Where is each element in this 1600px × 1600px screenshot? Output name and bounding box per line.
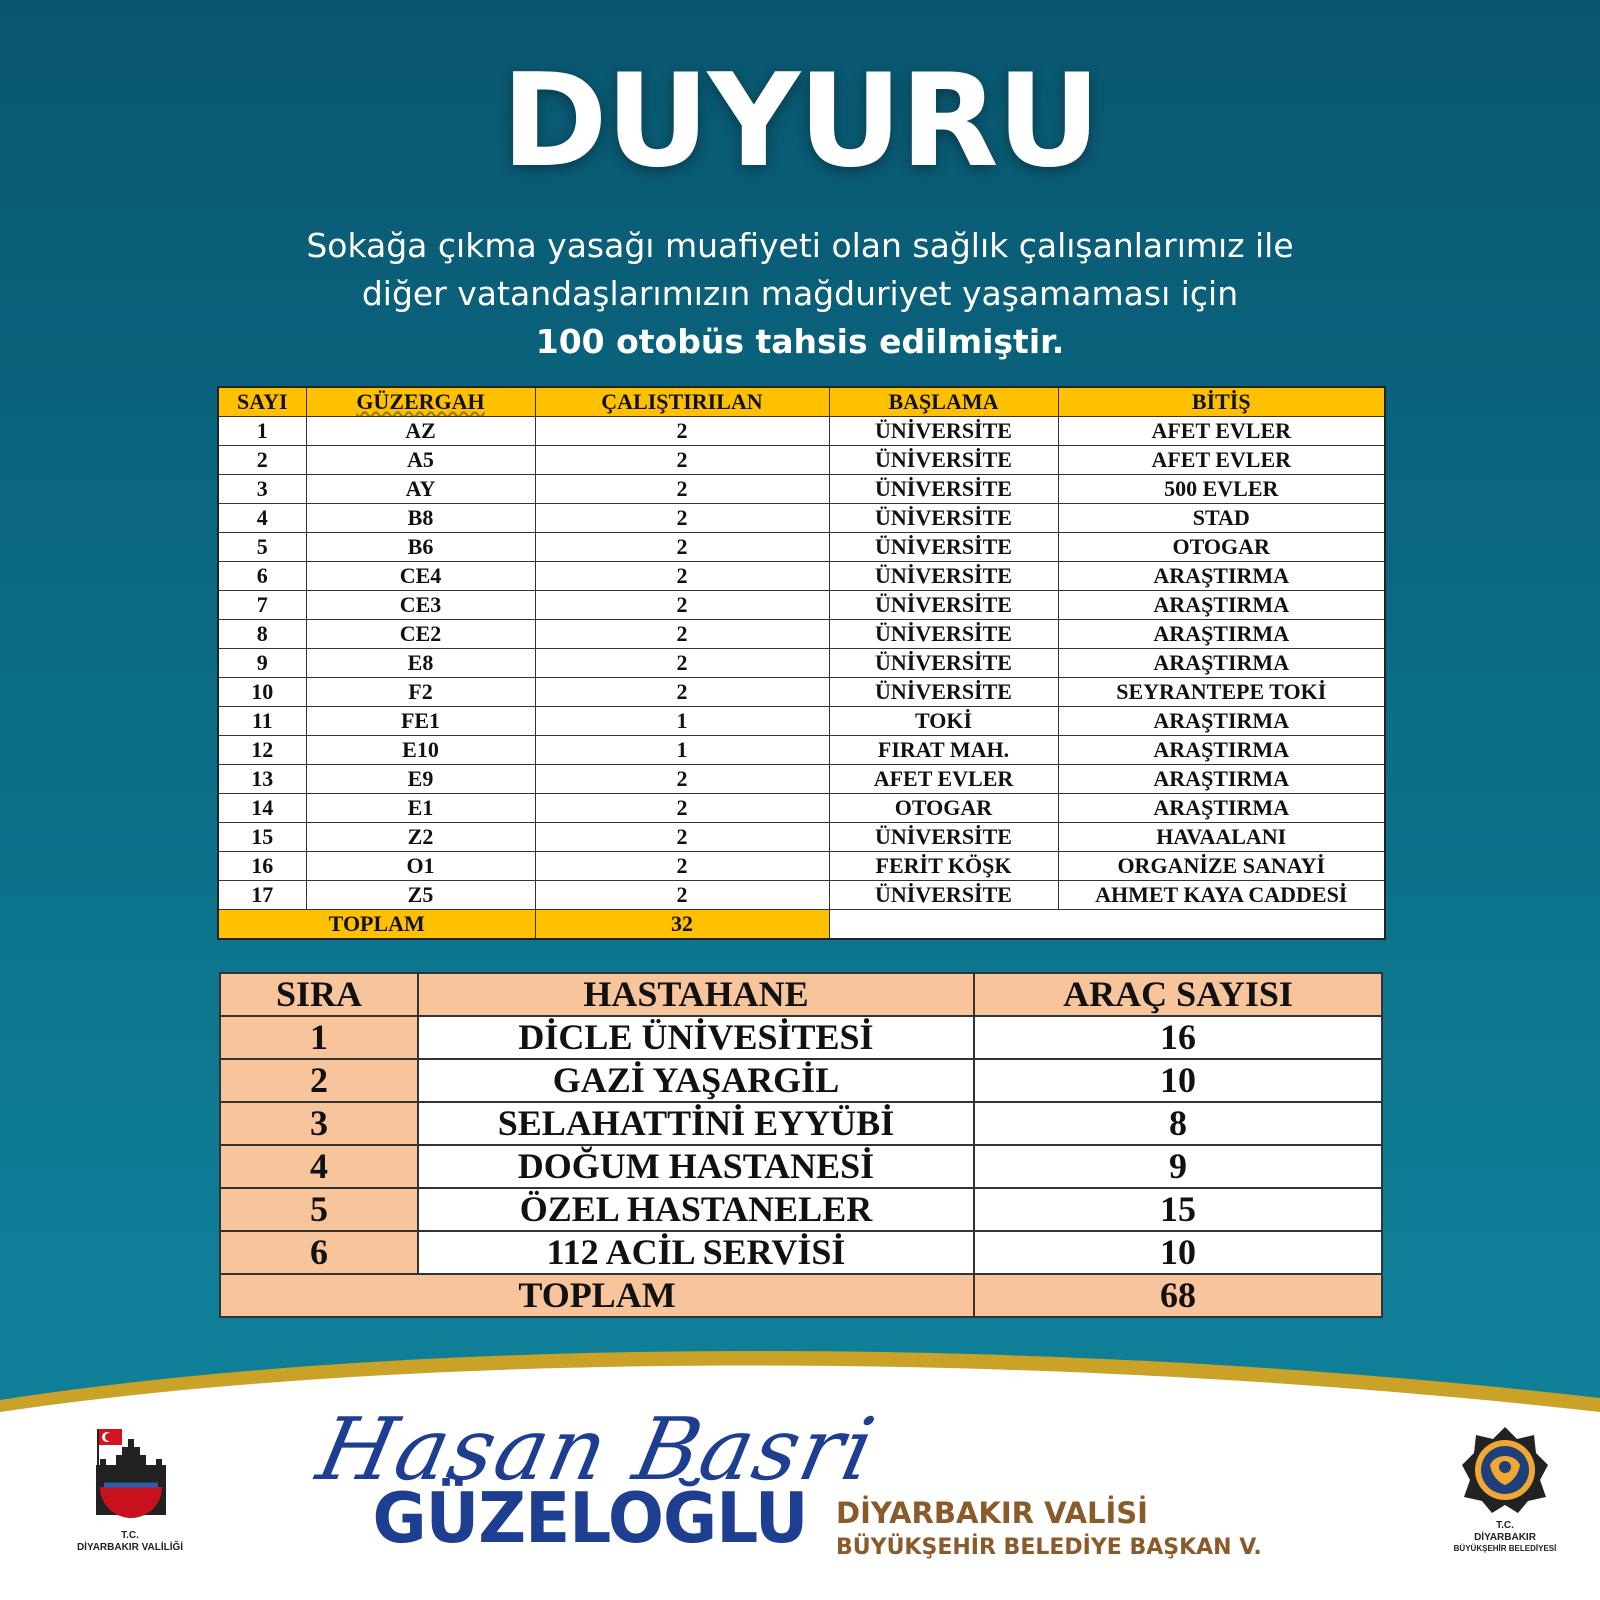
route-code: F2 bbox=[306, 678, 535, 707]
hospital-table-total-row bbox=[220, 1274, 1382, 1317]
start-point: ÜNİVERSİTE bbox=[829, 678, 1058, 707]
right-logo-line-3: BÜYÜKŞEHİR BELEDİYESİ bbox=[1453, 1544, 1557, 1553]
col-header-arac-sayisi: ARAÇ SAYISI bbox=[974, 973, 1382, 1016]
row-number: 3 bbox=[218, 475, 306, 504]
route-code: A5 bbox=[306, 446, 535, 475]
route-code: E1 bbox=[306, 794, 535, 823]
end-point: OTOGAR bbox=[1058, 533, 1385, 562]
bus-count: 2 bbox=[535, 852, 829, 881]
governor-title-line-2: BÜYÜKŞEHİR BELEDİYE BAŞKAN V. bbox=[836, 1535, 1262, 1560]
route-code: E9 bbox=[306, 765, 535, 794]
bus-count: 2 bbox=[535, 881, 829, 910]
end-point: ARAŞTIRMA bbox=[1058, 794, 1385, 823]
hospital-vehicle-table bbox=[219, 972, 1383, 1318]
hospital-total-value: 68 bbox=[974, 1274, 1382, 1317]
start-point: ÜNİVERSİTE bbox=[829, 446, 1058, 475]
col-header-sayi: SAYI bbox=[218, 387, 306, 417]
bus-count: 2 bbox=[535, 562, 829, 591]
governor-title-line-1: DİYARBAKIR VALİSİ bbox=[836, 1496, 1148, 1530]
bus-table-row bbox=[218, 475, 1385, 504]
route-code: CE3 bbox=[306, 591, 535, 620]
bus-table-row bbox=[218, 852, 1385, 881]
bus-count: 2 bbox=[535, 794, 829, 823]
end-point: ARAŞTIRMA bbox=[1058, 736, 1385, 765]
bus-count: 2 bbox=[535, 678, 829, 707]
end-point: HAVAALANI bbox=[1058, 823, 1385, 852]
hospital-row-number: 5 bbox=[220, 1188, 418, 1231]
bus-count: 2 bbox=[535, 765, 829, 794]
bus-table-row bbox=[218, 736, 1385, 765]
bus-table-row bbox=[218, 707, 1385, 736]
vehicle-count: 16 bbox=[974, 1016, 1382, 1059]
hospital-table-row bbox=[220, 1231, 1382, 1274]
end-point: AHMET KAYA CADDESİ bbox=[1058, 881, 1385, 910]
route-code: Z2 bbox=[306, 823, 535, 852]
vehicle-count: 10 bbox=[974, 1231, 1382, 1274]
hospital-table-row bbox=[220, 1059, 1382, 1102]
row-number: 15 bbox=[218, 823, 306, 852]
end-point: SEYRANTEPE TOKİ bbox=[1058, 678, 1385, 707]
route-code: B8 bbox=[306, 504, 535, 533]
bus-route-table bbox=[217, 386, 1386, 940]
bus-count: 2 bbox=[535, 823, 829, 852]
start-point: FIRAT MAH. bbox=[829, 736, 1058, 765]
bus-table-row bbox=[218, 678, 1385, 707]
end-point: ORGANİZE SANAYİ bbox=[1058, 852, 1385, 881]
vehicle-count: 10 bbox=[974, 1059, 1382, 1102]
end-point: AFET EVLER bbox=[1058, 417, 1385, 446]
bus-count: 2 bbox=[535, 533, 829, 562]
announcement-line-3: 100 otobüs tahsis edilmiştir. bbox=[535, 322, 1065, 361]
right-logo-line-1: T.C. bbox=[1496, 1520, 1514, 1531]
row-number: 11 bbox=[218, 707, 306, 736]
bus-table-row bbox=[218, 794, 1385, 823]
start-point: FERİT KÖŞK bbox=[829, 852, 1058, 881]
hospital-table-row bbox=[220, 1188, 1382, 1231]
bus-count: 2 bbox=[535, 620, 829, 649]
end-point: ARAŞTIRMA bbox=[1058, 707, 1385, 736]
col-header-guzergah: GÜZERGAH bbox=[306, 387, 535, 417]
vehicle-count: 8 bbox=[974, 1102, 1382, 1145]
route-code: CE2 bbox=[306, 620, 535, 649]
row-number: 13 bbox=[218, 765, 306, 794]
bus-table-header-row bbox=[218, 387, 1385, 417]
vehicle-count: 15 bbox=[974, 1188, 1382, 1231]
start-point: ÜNİVERSİTE bbox=[829, 620, 1058, 649]
hospital-name: DOĞUM HASTANESİ bbox=[418, 1145, 974, 1188]
page-title: DUYURU bbox=[501, 47, 1099, 196]
row-number: 7 bbox=[218, 591, 306, 620]
row-number: 10 bbox=[218, 678, 306, 707]
start-point: AFET EVLER bbox=[829, 765, 1058, 794]
announcement-line-1: Sokağa çıkma yasağı muafiyeti olan sağlık çalışanlarımız ile bbox=[306, 226, 1294, 265]
route-code: AY bbox=[306, 475, 535, 504]
row-number: 8 bbox=[218, 620, 306, 649]
bus-table-row bbox=[218, 649, 1385, 678]
bus-table-row bbox=[218, 533, 1385, 562]
route-code: AZ bbox=[306, 417, 535, 446]
row-number: 14 bbox=[218, 794, 306, 823]
bus-table-row bbox=[218, 504, 1385, 533]
col-header-bitis: BİTİŞ bbox=[1058, 387, 1385, 417]
start-point: TOKİ bbox=[829, 707, 1058, 736]
end-point: ARAŞTIRMA bbox=[1058, 562, 1385, 591]
vehicle-count: 9 bbox=[974, 1145, 1382, 1188]
end-point: ARAŞTIRMA bbox=[1058, 591, 1385, 620]
start-point: ÜNİVERSİTE bbox=[829, 823, 1058, 852]
hospital-row-number: 2 bbox=[220, 1059, 418, 1102]
hospital-table-row bbox=[220, 1016, 1382, 1059]
municipality-emblem-icon bbox=[1460, 1425, 1550, 1515]
col-header-baslama: BAŞLAMA bbox=[829, 387, 1058, 417]
row-number: 9 bbox=[218, 649, 306, 678]
route-code: FE1 bbox=[306, 707, 535, 736]
bus-table-row bbox=[218, 562, 1385, 591]
bus-count: 2 bbox=[535, 504, 829, 533]
col-header-sira: SIRA bbox=[220, 973, 418, 1016]
hospital-row-number: 1 bbox=[220, 1016, 418, 1059]
col-header-hastahane: HASTAHANE bbox=[418, 973, 974, 1016]
hospital-total-label: TOPLAM bbox=[220, 1274, 974, 1317]
hospital-row-number: 6 bbox=[220, 1231, 418, 1274]
row-number: 16 bbox=[218, 852, 306, 881]
diyarbakir-valiligi-logo bbox=[70, 1425, 190, 1554]
end-point: ARAŞTIRMA bbox=[1058, 765, 1385, 794]
start-point: ÜNİVERSİTE bbox=[829, 417, 1058, 446]
end-point: AFET EVLER bbox=[1058, 446, 1385, 475]
hospital-row-number: 4 bbox=[220, 1145, 418, 1188]
governor-surname: GÜZELOĞLU bbox=[372, 1478, 808, 1559]
hospital-table-row bbox=[220, 1102, 1382, 1145]
bus-count: 1 bbox=[535, 736, 829, 765]
bus-total-value: 32 bbox=[535, 910, 829, 940]
bus-table-row bbox=[218, 823, 1385, 852]
route-code: O1 bbox=[306, 852, 535, 881]
bus-count: 2 bbox=[535, 417, 829, 446]
row-number: 2 bbox=[218, 446, 306, 475]
bus-count: 2 bbox=[535, 591, 829, 620]
right-logo-line-2: DİYARBAKIR bbox=[1474, 1532, 1536, 1543]
row-number: 5 bbox=[218, 533, 306, 562]
route-code: E8 bbox=[306, 649, 535, 678]
bus-total-label: TOPLAM bbox=[218, 910, 535, 940]
hospital-name: ÖZEL HASTANELER bbox=[418, 1188, 974, 1231]
announcement-text bbox=[0, 222, 1600, 366]
route-code: E10 bbox=[306, 736, 535, 765]
bus-table-row bbox=[218, 620, 1385, 649]
hospital-name: SELAHATTİNİ EYYÜBİ bbox=[418, 1102, 974, 1145]
signature: Hasan Basri bbox=[309, 1400, 885, 1500]
route-code: CE4 bbox=[306, 562, 535, 591]
buyuksehir-belediyesi-logo bbox=[1440, 1425, 1570, 1554]
bus-total-empty bbox=[829, 910, 1385, 940]
start-point: ÜNİVERSİTE bbox=[829, 562, 1058, 591]
start-point: OTOGAR bbox=[829, 794, 1058, 823]
start-point: ÜNİVERSİTE bbox=[829, 881, 1058, 910]
start-point: ÜNİVERSİTE bbox=[829, 649, 1058, 678]
hospital-name: 112 ACİL SERVİSİ bbox=[418, 1231, 974, 1274]
bus-count: 2 bbox=[535, 446, 829, 475]
bus-table-total-row bbox=[218, 910, 1385, 940]
row-number: 4 bbox=[218, 504, 306, 533]
left-logo-line-2: DİYARBAKIR VALİLİĞİ bbox=[76, 1542, 184, 1553]
hospital-row-number: 3 bbox=[220, 1102, 418, 1145]
bus-count: 2 bbox=[535, 649, 829, 678]
hospital-table-header-row bbox=[220, 973, 1382, 1016]
row-number: 6 bbox=[218, 562, 306, 591]
row-number: 12 bbox=[218, 736, 306, 765]
end-point: 500 EVLER bbox=[1058, 475, 1385, 504]
start-point: ÜNİVERSİTE bbox=[829, 504, 1058, 533]
bus-count: 2 bbox=[535, 475, 829, 504]
route-code: Z5 bbox=[306, 881, 535, 910]
bus-table-row bbox=[218, 765, 1385, 794]
end-point: STAD bbox=[1058, 504, 1385, 533]
start-point: ÜNİVERSİTE bbox=[829, 591, 1058, 620]
bus-count: 1 bbox=[535, 707, 829, 736]
row-number: 1 bbox=[218, 417, 306, 446]
hospital-table-row bbox=[220, 1145, 1382, 1188]
hospital-name: DİCLE ÜNİVESİTESİ bbox=[418, 1016, 974, 1059]
governorship-emblem-icon bbox=[90, 1425, 170, 1525]
bus-table-row bbox=[218, 417, 1385, 446]
col-header-calistirilan: ÇALIŞTIRILAN bbox=[535, 387, 829, 417]
start-point: ÜNİVERSİTE bbox=[829, 475, 1058, 504]
hospital-name: GAZİ YAŞARGİL bbox=[418, 1059, 974, 1102]
end-point: ARAŞTIRMA bbox=[1058, 649, 1385, 678]
end-point: ARAŞTIRMA bbox=[1058, 620, 1385, 649]
bus-table-row bbox=[218, 591, 1385, 620]
bus-table-row bbox=[218, 881, 1385, 910]
route-code: B6 bbox=[306, 533, 535, 562]
start-point: ÜNİVERSİTE bbox=[829, 533, 1058, 562]
row-number: 17 bbox=[218, 881, 306, 910]
left-logo-line-1: T.C. bbox=[121, 1530, 139, 1541]
announcement-line-2: diğer vatandaşlarımızın mağduriyet yaşamaması için bbox=[361, 274, 1239, 313]
bus-table-row bbox=[218, 446, 1385, 475]
